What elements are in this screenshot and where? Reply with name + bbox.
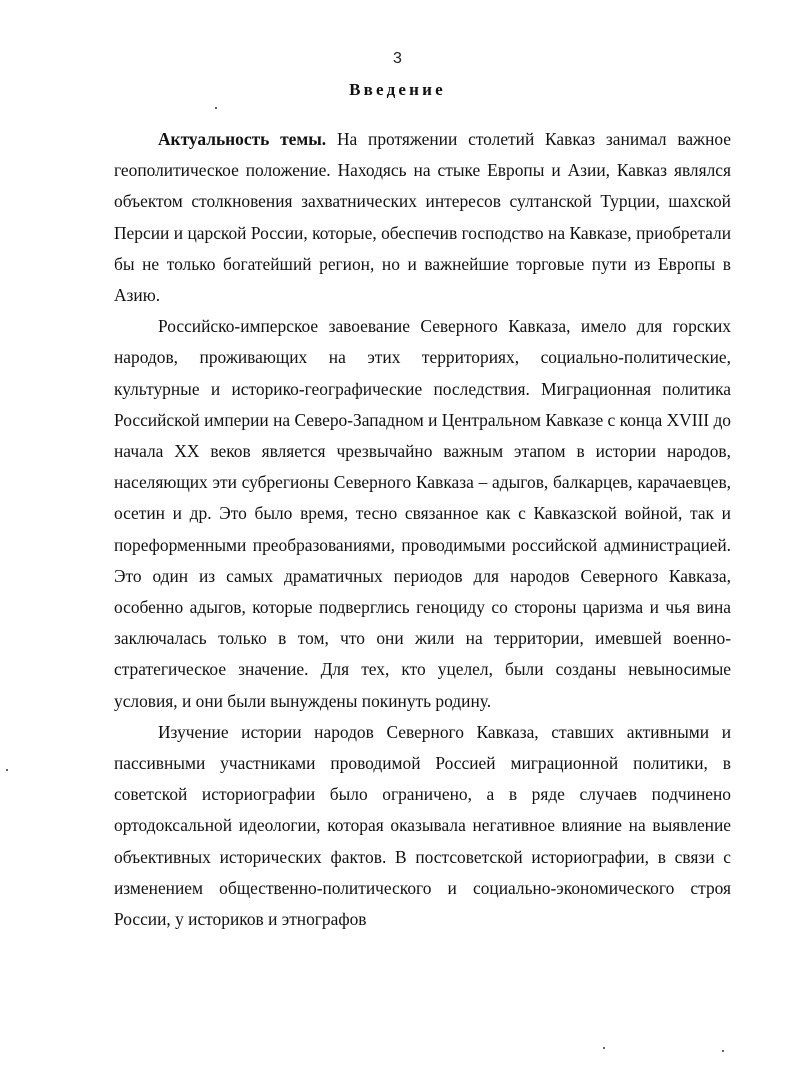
scan-speck — [215, 107, 217, 109]
paragraph-lead: Актуальность темы. — [158, 129, 327, 149]
paragraph-relevance — [114, 124, 731, 311]
paragraph-text: Изучение истории народов Северного Кавказа, ставших активными и пассивными участниками проводимой Россией миграционной политики, в советской историографии было ограничено, а в ряде случаев подчинено ортодоксальной идеологии, которая оказывала негативное влияние на выявление объективных исторических фактов. В постсоветской историографии, в связи с изменением общественно-политического и социально-экономического строя России, у историков и этнографов — [114, 721, 731, 930]
page-number: 3 — [393, 50, 402, 67]
scan-speck — [722, 1050, 724, 1052]
page-title: Введение — [349, 80, 446, 99]
paragraph-text: Российско-имперское завоевание Северного Кавказа, имело для горских народов, проживающих на этих территориях, социально-политические, культурные и историко-географические последствия. Миграционная политика Российской империи на Северо-Западном и Центральном Кавказе с конца XVIII до начала XX веков является чрезвычайно важным этапом в истории народов, населяющих эти субрегионы Северного Кавказа – адыгов, балкарцев, карачаевцев, осетин и др. Это было время, тесно связанное как с Кавказской войной, так и пореформенными преобразованиями, проводимыми российской администрацией. Это один из самых драматичных периодов для народов Северного Кавказа, особенно адыгов, которые подверглись геноциду со стороны царизма и чья вина заключалась только в том, что они жили на территории, имевшей военно-стратегическое значение. Для тех, кто уцелел, были созданы невыносимые условия, и они были вынуждены покинуть родину. — [114, 316, 731, 711]
paragraph-conquest — [114, 311, 731, 717]
scan-speck — [603, 1047, 605, 1049]
body-text — [114, 124, 731, 935]
paragraph-historiography — [114, 717, 731, 935]
paragraph-text: На протяжении столетий Кавказ занимал важное геополитическое положение. Находясь на стыке Европы и Азии, Кавказ являлся объектом столкновения захватнических интересов султанской Турции, шахской Персии и царской России, которые, обеспечив господство на Кавказе, приобретали бы не только богатейший регион, но и важнейшие торговые пути из Европы в Азию. — [114, 129, 732, 306]
scan-speck — [6, 769, 8, 771]
